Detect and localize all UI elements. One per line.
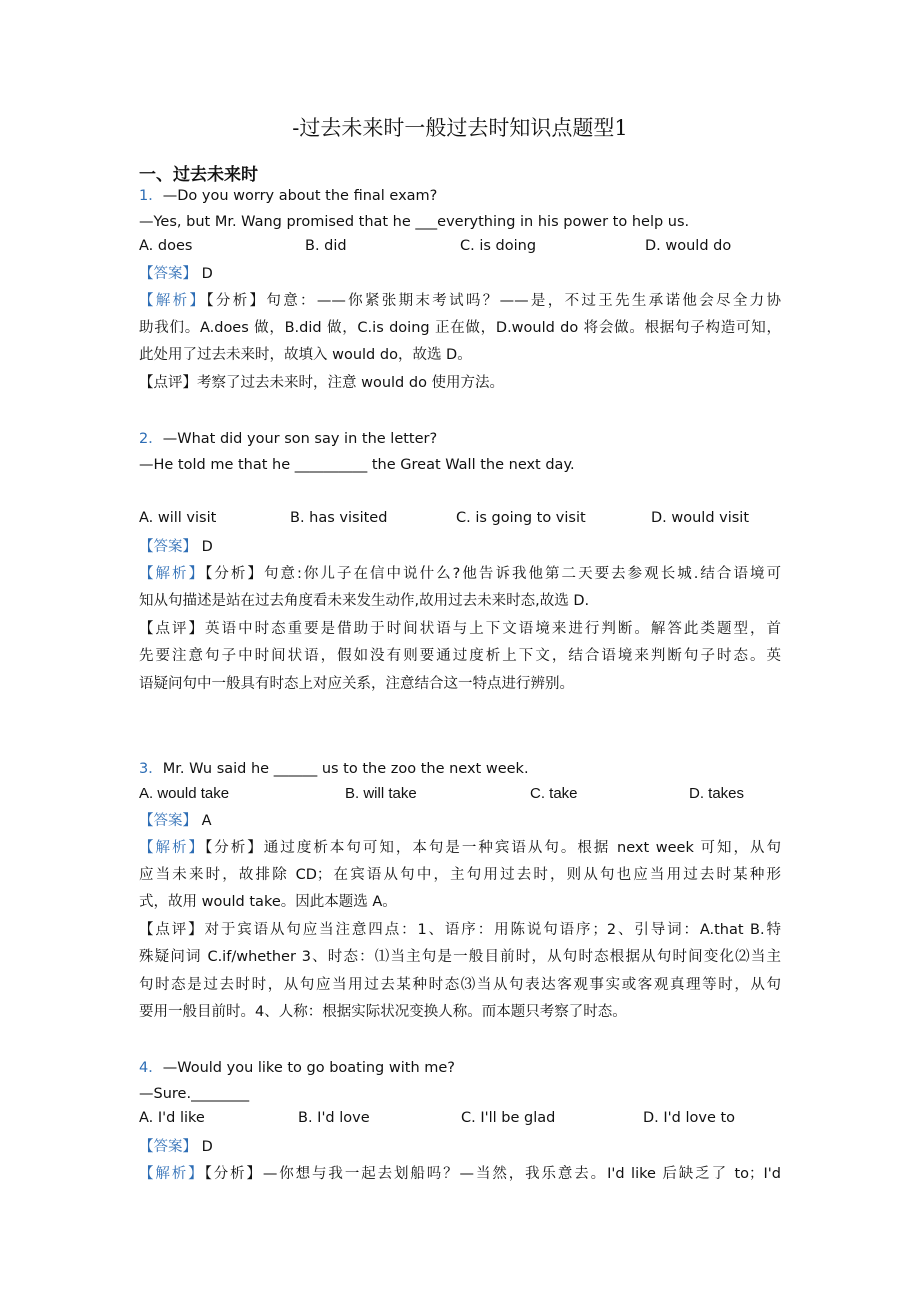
comment-line: 语疑问句中一般具有时态上对应关系，注意结合这一特点进行辨别。 [139,676,574,692]
option-a: A. I'd like [139,1110,205,1126]
comment-line: 【点评】考察了过去未来时，注意 would do 使用方法。 [139,375,505,391]
analysis-tag: 【解析】 [139,1166,205,1182]
analysis-tag: 【解析】 [139,840,206,856]
analysis-line: 知从句描述是站在过去角度看未来发生动作,故用过去未来时态,故选 D. [139,593,590,609]
answer-line [139,1137,213,1157]
option-a: A. does [139,238,193,254]
option-d: D. would do [645,238,732,254]
analysis-line: 此处用了过去未来时，故填入 would do，故选 D。 [139,347,472,363]
option-b: B. has visited [290,510,388,526]
option-d: D. would visit [651,510,750,526]
question-number: 1． [139,188,163,204]
answer-tag: 【答案】 [139,813,197,829]
answer-tag: 【答案】 [139,266,197,282]
question-number: 4． [139,1060,163,1076]
question-1-stem: 1．—Do you worry about the final exam? [139,188,438,204]
answer-tag: 【答案】 [139,1139,197,1155]
option-a: A. will visit [139,510,217,526]
analysis-line: 式，故用 would take。因此本题选 A。 [139,894,397,910]
comment-line: 先要注意句子中时间状语，假如没有则要通过度析上下文，结合语境来判断句子时态。英 [139,648,781,664]
answer-line [139,264,213,284]
question-3-stem: 3．Mr. Wu said he ______ us to the zoo the next week. [139,761,529,777]
answer-line [139,811,212,831]
comment-line: 殊疑问词 C.if/whether 3、时态：⑴当主句是一般目前时，从句时态根据从句时间变化⑵当主 [139,949,781,965]
analysis-line: 【解析】【分析】—你想与我一起去划船吗？—当然，我乐意去。I'd like 后缺乏了 to；I'd [139,1166,781,1182]
option-c: C. is doing [460,238,537,254]
answer-value: D [201,539,213,555]
analysis-tag: 【解析】 [139,566,206,582]
analysis-line: 【解析】【分析】句意:你儿子在信中说什么?他告诉我他第二天要去参观长城.结合语境可 [139,566,782,582]
analysis-line: 助我们。A.does 做，B.did 做，C.is doing 正在做，D.would do 将会做。根据句子构造可知， [139,320,781,336]
answer-tag: 【答案】 [139,539,197,555]
analysis-line: 应当未来时，故排除 CD；在宾语从句中，主句用过去时，则从句也应当用过去时某种形 [139,867,781,883]
option-b: B. did [305,238,347,254]
comment-line: 要用一般目前时。4、人称：根据实际状况变换人称。而本题只考察了时态。 [139,1004,627,1020]
analysis-line: 【解析】【分析】句意：——你紧张期末考试吗？——是，不过王先生承诺他会尽全力协 [139,293,782,309]
option-a: A. would take [139,785,230,802]
option-c: C. I'll be glad [461,1110,556,1126]
option-b: B. will take [345,785,417,802]
analysis-line: 【解析】【分析】通过度析本句可知，本句是一种宾语从句。根据 next week 可知，从句 [139,840,782,856]
question-number: 2． [139,431,163,447]
question-number: 3． [139,761,163,777]
question-2-stem: 2．—What did your son say in the letter? [139,431,438,447]
question-2-stem-line: —He told me that he __________ the Great Wall the next day. [139,457,575,473]
question-4-stem: 4．—Would you like to go boating with me? [139,1060,455,1076]
option-c: C. take [530,785,578,802]
comment-line: 句时态是过去时时，从句应当用过去某种时态⑶当从句表达客观事实或客观真理等时，从句 [139,977,781,993]
analysis-tag: 【解析】 [139,293,207,309]
option-b: B. I'd love [298,1110,370,1126]
question-4-stem-line: —Sure.________ [139,1086,250,1102]
answer-line [139,537,213,557]
section-heading: 一、过去未来时 [139,165,258,185]
comment-line: 【点评】对于宾语从句应当注意四点：1、语序：用陈说句语序；2、引导词：A.that B.特 [139,922,781,938]
comment-line: 【点评】英语中时态重要是借助于时间状语与上下文语境来进行判断。解答此类题型，首 [139,621,781,637]
page-title: -过去未来时一般过去时知识点题型1 [292,116,628,140]
option-d: D. I'd love to [643,1110,736,1126]
option-c: C. is going to visit [456,510,586,526]
option-d: D. takes [689,785,745,802]
answer-value: D [201,266,213,282]
question-1-stem-line: —Yes, but Mr. Wang promised that he ___everything in his power to help us. [139,214,690,230]
answer-value: A [201,813,212,829]
answer-value: D [201,1139,213,1155]
